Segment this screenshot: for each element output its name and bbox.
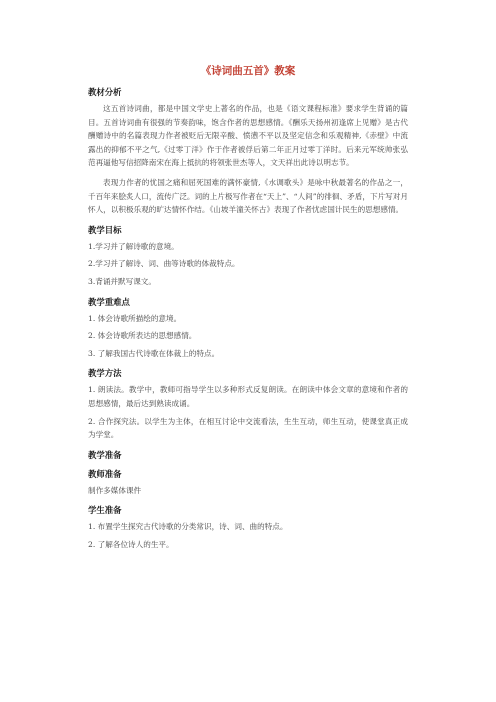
section-heading-keypoints: 教学重难点 bbox=[88, 296, 130, 307]
goal-item: 1.学习并了解诗歌的意境。 bbox=[88, 241, 179, 251]
teacher-preparation-item: 制作多媒体课件 bbox=[88, 485, 142, 495]
section-heading-preparation: 教学准备 bbox=[88, 449, 122, 460]
goal-item: 3.背诵并默写课文。 bbox=[88, 276, 156, 286]
method-item: 1. 朗读法。教学中，教师可指导学生以多种形式反复朗读。在朗读中体会文章的意境和作者的思想感情，最后达到熟读成诵。 bbox=[88, 385, 408, 408]
section-heading-methods: 教学方法 bbox=[88, 368, 122, 379]
method-item: 2. 合作探究法。以学生为主体，在相互讨论中交流看法，生生互动，师生互动，使课堂真正成为学堂。 bbox=[88, 416, 408, 440]
analysis-paragraph-1: 这五首诗词曲，都是中国文学史上著名的作品，也是《语文课程标准》要求学生背诵的篇目。五首诗词曲有很强的节奏韵味，饱含作者的思想感情。《酬乐天扬州初逢席上见赠》是古代酬赠诗中的名篇表现力作者被贬后无限辛酸、愤懑不平以及坚定信念和乐观精神,《赤壁》中流露出的抑郁不平之气,《过零丁洋》作于作者被俘后第二年正月过零丁洋时。后来元军统帅张弘范再逼他写信招降南宋在海上抵抗的将领张世杰等人，文天祥出此诗以明志节。 bbox=[88, 104, 408, 168]
student-preparation-item: 1. 布置学生探究古代诗歌的分类常识，诗、词、曲的特点。 bbox=[88, 522, 288, 532]
goal-item: 2.学习并了解诗、词、曲等诗歌的体裁特点。 bbox=[88, 259, 240, 269]
student-preparation-item: 2. 了解各位诗人的生平。 bbox=[88, 539, 174, 549]
section-heading-goals: 教学目标 bbox=[88, 224, 122, 235]
keypoint-item: 2. 体会诗歌所表达的思想感情。 bbox=[88, 331, 197, 341]
keypoint-item: 1. 体会诗歌所描绘的意境。 bbox=[88, 313, 182, 323]
page-title: 《诗词曲五首》教案 bbox=[200, 65, 296, 77]
section-heading-analysis: 教材分析 bbox=[88, 87, 122, 97]
analysis-paragraph-2: 表现力作者的忧国之痛和屈死国难的满怀豪情,《水调歌头》是咏中秋最著名的作品之一，千百年来脍炙人口，流传广泛。词的上片极写作者在“天上”、“人间”的徘徊、矛盾，下片写对月怀人，以积极乐观的旷达情怀作结。《山坡羊潼关怀古》表现了作者忧虑国计民生的思想感情。 bbox=[88, 177, 408, 215]
subheading-teacher-preparation: 教师准备 bbox=[88, 468, 122, 479]
subheading-student-preparation: 学生准备 bbox=[88, 505, 122, 516]
keypoint-item: 3. 了解我国古代诗歌在体裁上的特点。 bbox=[88, 348, 220, 358]
